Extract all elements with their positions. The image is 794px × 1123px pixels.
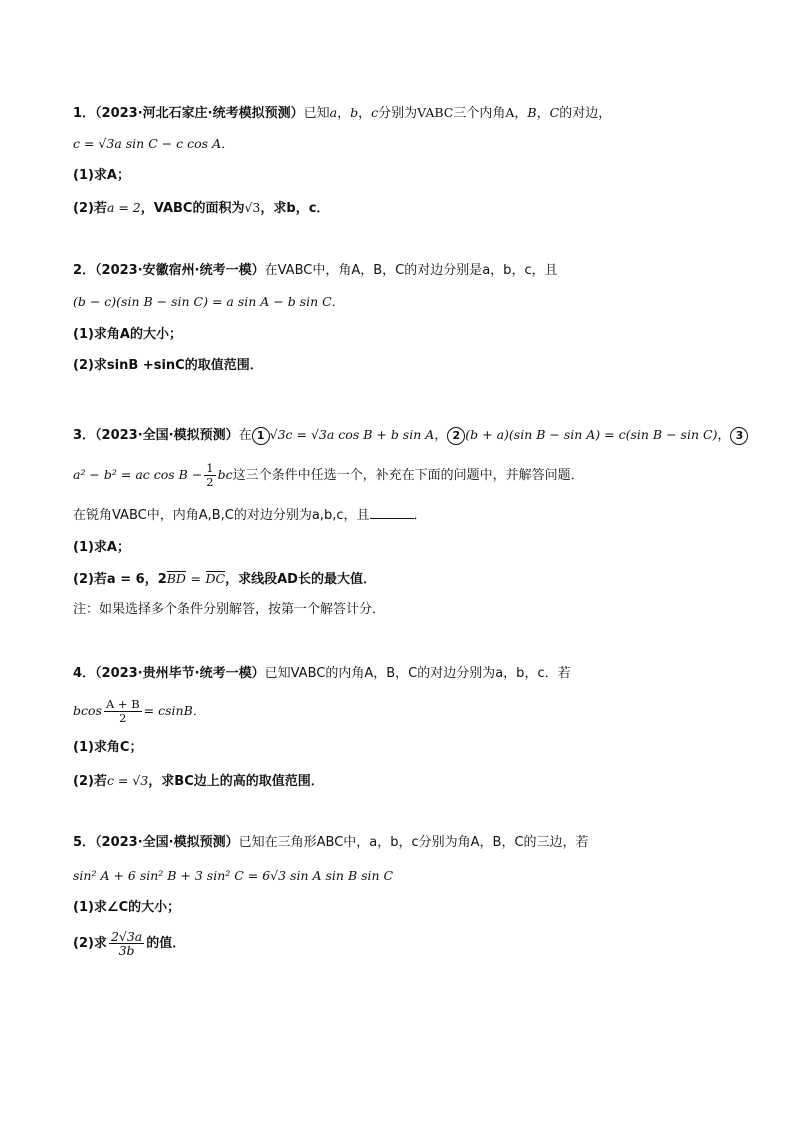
var-a: a xyxy=(329,105,338,120)
math: bcos xyxy=(73,703,102,718)
math: = csinB． xyxy=(143,703,206,718)
q-text: ，求线段AD长的最大值． xyxy=(225,572,376,587)
q-text: (2)若 xyxy=(73,774,107,789)
stem-text: 分别为 xyxy=(378,106,418,121)
problem-number: 5． xyxy=(73,835,96,850)
circled-two-icon: 2 xyxy=(447,427,465,445)
q-text: ，VABC的面积为 xyxy=(140,201,245,216)
stem-text: 在锐角VABC中，内角A,B,C的对边分别为a,b,c，且 xyxy=(73,508,370,523)
problem-2-q2: (2)求sinB +sinC的取值范围． xyxy=(73,358,263,373)
problem-number: 3． xyxy=(73,428,96,443)
problem-1-q2 xyxy=(73,198,329,219)
problem-2-header xyxy=(73,261,558,281)
frac-top: 2√3a xyxy=(110,929,143,944)
math: a² − b² = ac cos B − xyxy=(73,467,203,482)
q-text: (2)若 xyxy=(73,201,107,216)
problem-4-condition xyxy=(73,698,205,725)
frac-bot: 2 xyxy=(206,475,214,489)
stem-text: 三个内角 xyxy=(453,106,506,121)
problem-5-q2 xyxy=(73,930,185,957)
circled-three-icon: 3 xyxy=(730,427,748,445)
option-1: √3c = √3a cos B + b sin A xyxy=(269,427,435,442)
problem-1-header: 1．（2023·河北石家庄·统考模拟预测）已知a，b，c分别为VABC三个内角A，B，C的对边， xyxy=(73,105,612,121)
frac-bot: 3b xyxy=(118,943,135,958)
problem-1-condition: c = √3a sin C − c cos A． xyxy=(73,136,234,151)
triangle-name: VABC xyxy=(417,105,454,120)
frac-bot: 2 xyxy=(119,711,127,725)
var-B: B xyxy=(527,105,537,120)
problem-source: （2023·河北石家庄·统考模拟预测） xyxy=(95,106,304,121)
problem-source: （2023·全国·模拟预测） xyxy=(95,428,239,443)
circled-one-icon: 1 xyxy=(252,427,270,445)
problem-5-q1: (1)求∠C的大小； xyxy=(73,900,181,915)
stem-text: 在 xyxy=(238,428,252,443)
problem-3-header: 3．（2023·全国·模拟预测）在 1 √3c = √3a cos B + b sin A， 2 (b + a)(sin B − sin A) = c(sin B − sin C)， 3 xyxy=(73,425,748,446)
problem-4-header xyxy=(73,664,571,684)
problem-source: （2023·贵州毕节·统考一模） xyxy=(95,666,265,681)
problem-2-q1: (1)求角A的大小； xyxy=(73,327,182,342)
var-c: c xyxy=(371,105,379,120)
var-C: C xyxy=(549,105,560,120)
problem-number: 1． xyxy=(73,106,96,121)
problem-5-condition: sin² A + 6 sin² B + 3 sin² C = 6√3 sin A sin B sin C xyxy=(73,868,394,883)
stem-text: 的对边， xyxy=(559,106,612,121)
math: c = √3 xyxy=(106,773,149,788)
problem-5-header xyxy=(73,833,589,853)
fraction xyxy=(204,462,215,489)
answer-blank xyxy=(370,506,414,519)
math: bc xyxy=(217,467,233,482)
problem-3-q2 xyxy=(73,569,376,590)
stem-text: 在VABC中，角A，B，C的对边分别是a，b，c，且 xyxy=(264,263,558,278)
fraction xyxy=(109,930,144,957)
q-text: 的值． xyxy=(146,936,186,951)
math: a = 2 xyxy=(106,200,141,215)
problem-3-note: 注：如果选择多个条件分别解答，按第一个解答计分． xyxy=(73,602,386,617)
stem-text: 已知 xyxy=(303,106,330,121)
vector-bd: BD xyxy=(166,571,186,586)
problem-number: 4． xyxy=(73,666,96,681)
problem-source: （2023·安徽宿州·统考一模） xyxy=(95,263,265,278)
problem-number: 2． xyxy=(73,263,96,278)
math: √3 xyxy=(244,200,261,215)
stem-text: 已知在三角形ABC中，a，b，c分别为角A，B，C的三边，若 xyxy=(238,835,589,850)
problem-source: （2023·全国·模拟预测） xyxy=(95,835,239,850)
frac-top: A + B xyxy=(105,697,140,711)
var-A: A xyxy=(505,105,515,120)
vector-dc: DC xyxy=(205,571,226,586)
var-b: b xyxy=(350,105,359,120)
stem-text: 已知VABC的内角A，B，C的对边分别为a，b，c．若 xyxy=(264,666,571,681)
problem-2-condition: (b − c)(sin B − sin C) = a sin A − b sin C． xyxy=(73,294,345,309)
stem-text: 这三个条件中任选一个，补充在下面的问题中，并解答问题． xyxy=(232,468,584,483)
problem-3-option3 xyxy=(73,462,584,489)
q-text: (2)若a = 6，2 xyxy=(73,572,167,587)
problem-3-q1: (1)求A； xyxy=(73,540,130,555)
fraction xyxy=(104,698,142,725)
frac-top: 1 xyxy=(206,461,214,475)
option-2: (b + a)(sin B − sin A) = c(sin B − sin C) xyxy=(465,427,718,442)
q-text: (2)求 xyxy=(73,936,107,951)
q-text: ，求b，c． xyxy=(260,201,330,216)
math: = xyxy=(190,571,201,586)
q-text: ，求BC边上的高的取值范围． xyxy=(148,774,324,789)
problem-3-stem: 在锐角VABC中，内角A,B,C的对边分别为a,b,c，且 ． xyxy=(73,508,427,523)
problem-4-q1: (1)求角C； xyxy=(73,740,143,755)
problem-4-q2 xyxy=(73,771,324,792)
problem-1-q1: (1)求A； xyxy=(73,168,130,183)
